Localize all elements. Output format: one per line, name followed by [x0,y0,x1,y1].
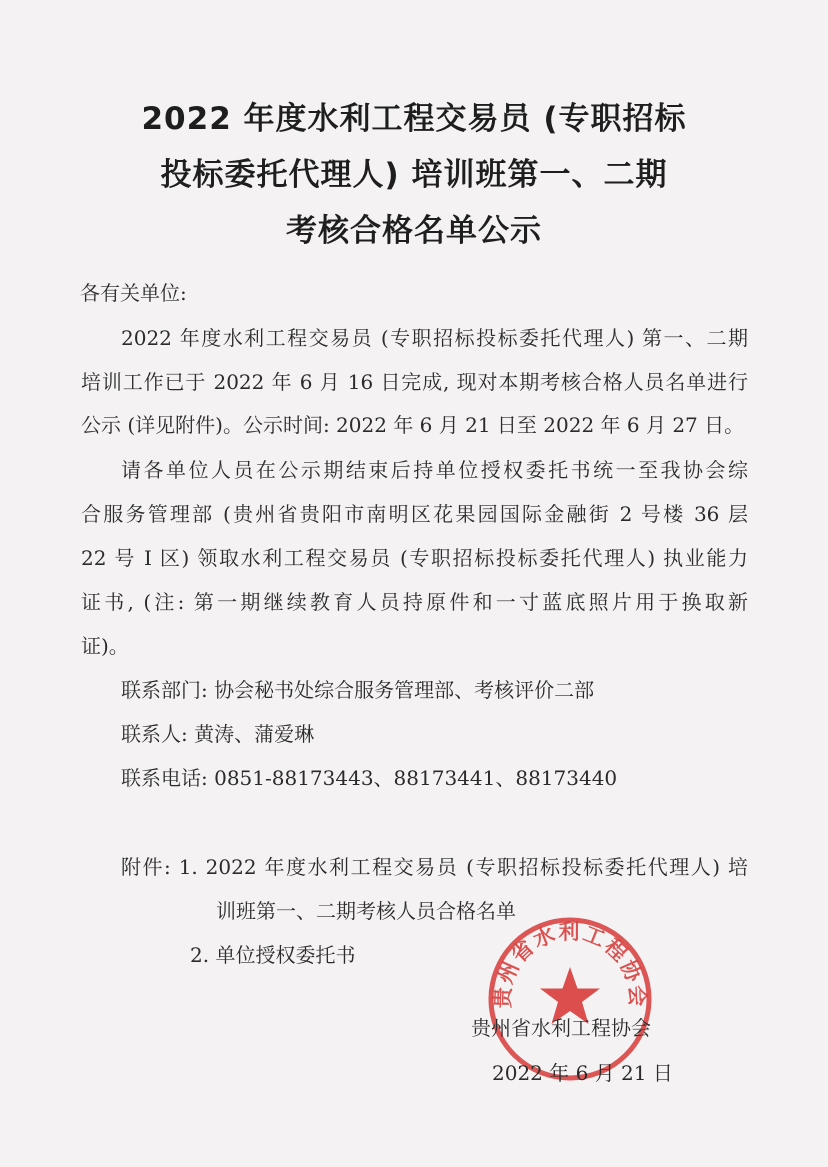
para2-line-5: 证)。 [81,634,129,658]
contact-phone: 联系电话: 0851-88173443、88173441、88173440 [121,766,618,790]
para2-line-3: 22 号 I 区) 领取水利工程交易员 (专职招标投标委托代理人) 执业能力 [81,546,748,570]
svg-text:贵州省水利工程协会: 贵州省水利工程协会 [490,920,650,1009]
para2-line-4: 证书, (注: 第一期继续教育人员持原件和一寸蓝底照片用于换取新 [81,590,748,614]
salutation: 各有关单位: [80,281,187,305]
para1-line-3: 公示 (详见附件)。公示时间: 2022 年 6 月 21 日至 2022 年 6 月 27 日。 [81,413,745,437]
signature-date: 2022 年 6 月 21 日 [492,1061,673,1085]
para1-line-2: 培训工作已于 2022 年 6 月 16 日完成, 现对本期考核合格人员名单进行 [81,370,748,394]
title-line-1: 2022 年度水利工程交易员 (专职招标 [141,101,687,137]
para2-line-2: 合服务管理部 (贵州省贵阳市南明区花果园国际金融街 2 号楼 36 层 [81,502,748,526]
para2-line-1: 请各单位人员在公示期结束后持单位授权委托书统一至我协会综 [121,458,748,482]
title-line-3: 考核合格名单公示 [286,213,542,249]
official-seal [486,915,654,1083]
title-line-2: 投标委托代理人) 培训班第一、二期 [160,157,668,193]
attachment-1-line-1: 附件: 1. 2022 年度水利工程交易员 (专职招标投标委托代理人) 培 [121,855,748,879]
attachment-1-line-2: 训班第一、二期考核人员合格名单 [216,899,516,923]
contact-dept: 联系部门: 协会秘书处综合服务管理部、考核评价二部 [121,678,595,702]
para1-line-1: 2022 年度水利工程交易员 (专职招标投标委托代理人) 第一、二期 [121,326,748,350]
attachment-2: 2. 单位授权委托书 [190,943,356,967]
contact-person: 联系人: 黄涛、蒲爱琳 [121,722,315,746]
signature-org: 贵州省水利工程协会 [471,1016,651,1040]
